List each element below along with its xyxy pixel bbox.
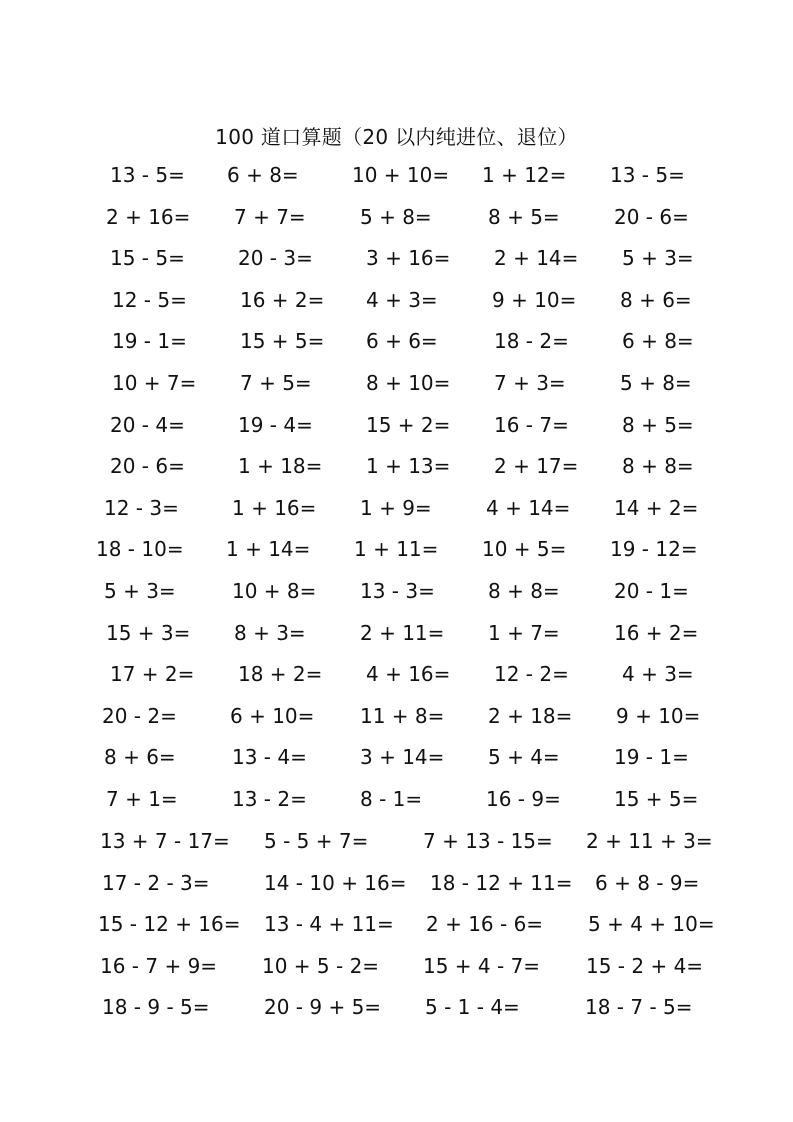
math-problem: 10 + 5= [482,537,567,561]
math-problem: 12 - 5= [112,288,187,312]
math-problem: 15 + 2= [366,413,451,437]
mixed-math-problem: 18 - 7 - 5= [585,995,693,1019]
math-problem: 8 - 1= [360,787,423,811]
mixed-math-problem: 5 + 4 + 10= [588,912,715,936]
math-problem: 20 - 2= [102,704,177,728]
mixed-math-problem: 6 + 8 - 9= [595,871,700,895]
math-problem: 13 - 5= [610,163,685,187]
mixed-math-problem: 16 - 7 + 9= [100,954,218,978]
mixed-math-problem: 14 - 10 + 16= [264,871,407,895]
math-problem: 4 + 3= [622,662,694,686]
math-problem: 5 + 8= [360,205,432,229]
mixed-math-problem: 5 - 1 - 4= [425,995,520,1019]
mixed-math-problem: 7 + 13 - 15= [423,829,553,853]
math-problem: 16 - 7= [494,413,569,437]
math-problem: 8 + 6= [104,745,176,769]
mixed-math-problem: 15 - 2 + 4= [586,954,704,978]
math-problem: 15 + 5= [614,787,699,811]
math-problem: 4 + 14= [486,496,571,520]
math-problem: 19 - 4= [238,413,313,437]
math-problem: 1 + 12= [482,163,567,187]
math-problem: 8 + 3= [234,621,306,645]
math-problem: 20 - 3= [238,246,313,270]
mixed-math-problem: 20 - 9 + 5= [264,995,382,1019]
math-problem: 2 + 16= [106,205,191,229]
math-problem: 16 + 2= [614,621,699,645]
math-problem: 8 + 8= [622,454,694,478]
page-title: 100 道口算题（20 以内纯进位、退位） [215,125,578,149]
math-problem: 6 + 6= [366,329,438,353]
math-problem: 3 + 16= [366,246,451,270]
math-problem: 7 + 3= [494,371,566,395]
math-problem: 13 - 3= [360,579,435,603]
math-problem: 7 + 5= [240,371,312,395]
mixed-math-problem: 5 - 5 + 7= [264,829,369,853]
math-problem: 8 + 8= [488,579,560,603]
math-problem: 18 - 10= [96,537,184,561]
mixed-math-problem: 15 - 12 + 16= [98,912,241,936]
math-problem: 13 - 2= [232,787,307,811]
math-problem: 2 + 17= [494,454,579,478]
math-problem: 6 + 8= [227,163,299,187]
math-problem: 19 - 1= [112,329,187,353]
math-problem: 7 + 1= [106,787,178,811]
math-problem: 15 + 5= [240,329,325,353]
math-problem: 8 + 5= [622,413,694,437]
mixed-math-problem: 13 - 4 + 11= [264,912,394,936]
mixed-math-problem: 18 - 9 - 5= [102,995,210,1019]
math-problem: 18 + 2= [238,662,323,686]
math-problem: 16 - 9= [486,787,561,811]
math-problem: 5 + 3= [622,246,694,270]
math-problem: 15 + 3= [106,621,191,645]
math-problem: 20 - 6= [614,205,689,229]
math-problem: 16 + 2= [240,288,325,312]
math-problem: 8 + 10= [366,371,451,395]
math-problem: 11 + 8= [360,704,445,728]
mixed-math-problem: 13 + 7 - 17= [100,829,230,853]
mixed-math-problem: 10 + 5 - 2= [262,954,380,978]
mixed-math-problem: 15 + 4 - 7= [423,954,541,978]
math-problem: 10 + 7= [112,371,197,395]
math-problem: 10 + 8= [232,579,317,603]
math-problem: 4 + 16= [366,662,451,686]
math-problem: 18 - 2= [494,329,569,353]
math-problem: 5 + 4= [488,745,560,769]
math-problem: 13 - 4= [232,745,307,769]
math-problem: 8 + 6= [620,288,692,312]
math-problem: 1 + 14= [226,537,311,561]
math-problem: 14 + 2= [614,496,699,520]
mixed-math-problem: 17 - 2 - 3= [102,871,210,895]
math-problem: 1 + 16= [232,496,317,520]
math-problem: 19 - 12= [610,537,698,561]
mixed-math-problem: 2 + 16 - 6= [426,912,544,936]
math-problem: 20 - 6= [110,454,185,478]
math-problem: 10 + 10= [352,163,450,187]
math-problem: 1 + 13= [366,454,451,478]
math-problem: 6 + 8= [622,329,694,353]
math-problem: 5 + 3= [104,579,176,603]
math-problem: 9 + 10= [616,704,701,728]
math-problem: 8 + 5= [488,205,560,229]
math-problem: 6 + 10= [230,704,315,728]
math-problem: 1 + 9= [360,496,432,520]
math-problem: 20 - 1= [614,579,689,603]
math-problem: 7 + 7= [234,205,306,229]
mixed-math-problem: 2 + 11 + 3= [586,829,713,853]
math-problem: 2 + 11= [360,621,445,645]
mixed-math-problem: 18 - 12 + 11= [430,871,573,895]
math-problem: 20 - 4= [110,413,185,437]
math-problem: 5 + 8= [620,371,692,395]
math-problem: 13 - 5= [110,163,185,187]
math-problem: 12 - 2= [494,662,569,686]
math-problem: 9 + 10= [492,288,577,312]
math-problem: 15 - 5= [110,246,185,270]
math-problem: 1 + 18= [238,454,323,478]
math-problem: 4 + 3= [366,288,438,312]
math-problem: 3 + 14= [360,745,445,769]
math-problem: 1 + 11= [354,537,439,561]
math-problem: 19 - 1= [614,745,689,769]
math-problem: 17 + 2= [110,662,195,686]
math-problem: 1 + 7= [488,621,560,645]
math-problem: 2 + 18= [488,704,573,728]
math-problem: 2 + 14= [494,246,579,270]
math-problem: 12 - 3= [104,496,179,520]
